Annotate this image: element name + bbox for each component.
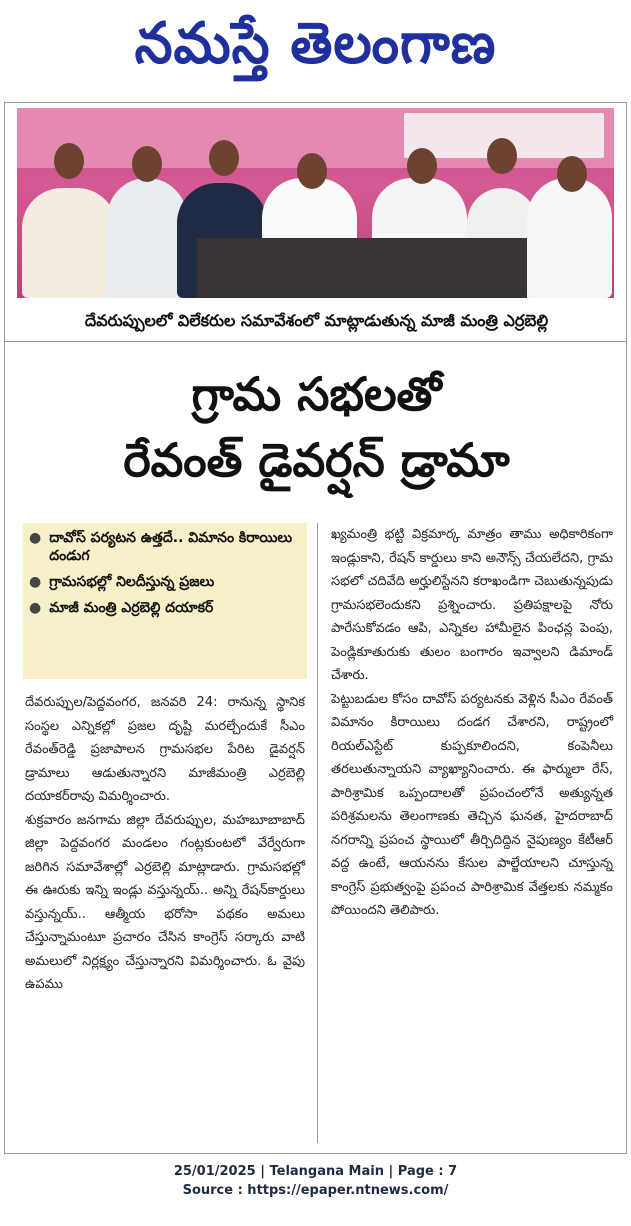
newspaper-title: నమస్తే తెలంగాణ xyxy=(134,9,497,76)
article-frame xyxy=(4,102,627,1154)
photo-caption: దేవరుప్పులలో విలేకరుల సమావేశంలో మాట్లాడుతున్న మాజీ మంత్రి ఎర్రబెల్లి xyxy=(84,310,549,330)
highlights-box xyxy=(23,523,307,679)
footer-date-line: 25/01/2025 | Telangana Main | Page : 7 xyxy=(173,1164,458,1179)
masthead xyxy=(0,0,631,100)
paragraph: దేవరుప్పుల/పెద్దవంగర, జనవరి 24: రానున్న స్థానిక సంస్థల ఎన్నికల్లో ప్రజల దృష్టి మరల్చేందుకే సీఎం రేవంత్‌రెడ్డి ప్రజాపాలన గ్రామసభల పేరిట డైవర్షన్ డ్రామాలు ఆడుతున్నారని మాజీమంత్రి ఎర్రబెల్లి దయాకర్‌రావు విమర్శించారు. xyxy=(25,695,305,804)
press-meet-photo xyxy=(17,108,614,298)
highlight-item: ● దావోస్ పర్యటన ఉత్తదే.. విమానం కిరాయిలు దండుగ xyxy=(29,530,293,564)
paragraph: శుక్రవారం జనగామ జిల్లా దేవరుప్పుల, మహబూబాబాద్ జిల్లా పెద్దవంగర మండలం గంట్లకుంటలో వేర్వేరుగా జరిగిన సమావేశాల్లో ఎర్రబెల్లి మాట్లాడారు. గ్రామసభల్లో ఈ ఊరుకు ఇన్ని ఇండ్లు వస్తున్నయ్.. అన్ని రేషన్‌కార్డులు వస్తున్నయ్.. ఆత్మీయ భరోసా పథకం అమలు చేస్తున్నామంటూ ప్రచారం చేసిన కాంగ్రెస్ సర్కారు వాటి అమలులో నిర్లక్ష్యం చేస్తున్నారని విమర్శించారు. ఓ వైపు ఉపము xyxy=(25,812,305,992)
paragraph: ఖ్యమంత్రి భట్టి విక్రమార్క మాత్రం తాము అధికారికంగా ఇండ్లుకాని, రేషన్ కార్డులు కాని అనౌన్స్ చేయలేదని, గ్రామ సభలో చదివేది అర్హులిస్టేనని కరాఖండిగా చెబుతున్నపుడు గ్రామసభలెందుకని ప్రశ్నించారు. ప్రతిపక్షాలపై నోరు పారేసుకోవడం ఆపి, ఎన్నికల హామీలైన పింఛన్ల పెంపు, పెండ్లికూతురుకు తులం బంగారం ఇవ్వాలని డిమాండ్ చేశారు. xyxy=(331,527,613,683)
paragraph: పెట్టుబడుల కోసం దావోస్ పర్యటనకు వెళ్లిన సీఎం రేవంత్ విమానం కిరాయిలు దండగ చేశారని, రాష్ట్రంలో రియల్‌ఎస్టేట్ కుప్పకూలిందని, కంపెనీలు తరలుతున్నాయని వ్యాఖ్యానించారు. ఈ ఫార్ములా రేస్, పారిశ్రామిక ఒప్పందాలతో ప్రపంచంలోనే అత్యున్నత పరిశ్రమలను తెలంగాణకు తెచ్చిన ఘనత, హైదరాబాద్ నగరాన్ని ప్రపంచ స్థాయిలో తీర్చిదిద్దిన నైపుణ్యం కేటీఆర్ వద్ద ఉంటే, ఆయనను కేసుల పాల్జేయాలని చూస్తున్న కాంగ్రెస్ ప్రభుత్వంపై ప్రపంచ పారిశ్రామిక వేత్తలకు నమ్మకం పోయిందని తెలిపారు. xyxy=(331,691,613,918)
headline-line-2: రేవంత్ డైవర్షన్ డ్రామా xyxy=(123,433,510,487)
column-divider xyxy=(317,523,318,1143)
headline-line-1: గ్రామ సభలతో xyxy=(191,367,442,421)
headline xyxy=(19,361,614,511)
footer xyxy=(0,1162,631,1200)
divider xyxy=(5,341,626,342)
footer-source-line: Source : https://epaper.ntnews.com/ xyxy=(182,1183,449,1198)
highlight-item: ● మాజీ మంత్రి ఎర్రబెల్లి దయాకర్ xyxy=(29,600,214,616)
article-column-left xyxy=(25,691,305,997)
bullet-icon: ● xyxy=(29,530,42,546)
article-column-right xyxy=(331,523,613,923)
bullet-icon: ● xyxy=(29,574,42,590)
highlight-item: ● గ్రామసభల్లో నిలదీస్తున్న ప్రజలు xyxy=(29,574,215,590)
bullet-icon: ● xyxy=(29,600,42,616)
